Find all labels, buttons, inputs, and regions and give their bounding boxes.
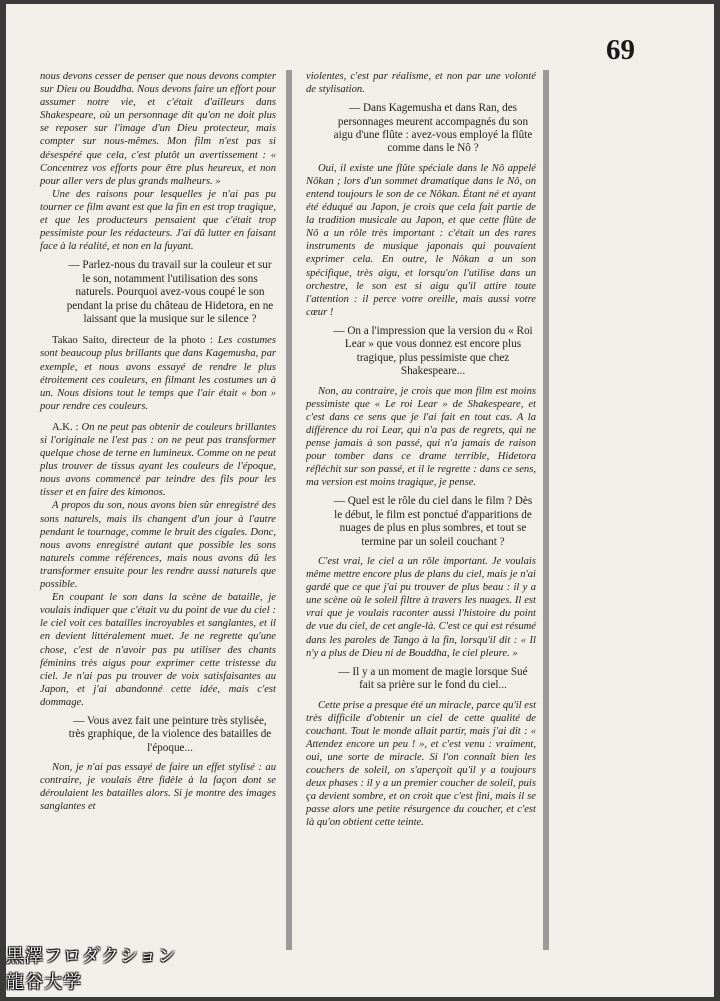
- paragraph-text: C'est vrai, le ciel a un rôle important. Je voulais même mettre encore plus de plans du ciel, mais je n'ai gardé que ce que j'ai pu trouver de plus beau : il y a une scène où le soleil filtre à travers les nuages. Il est vrai que je voulais raconter aussi l'histoire du point de vue du ciel, de cet angle-là. C'est ce qui est résumé dans les paroles de Tango à la fin, lorsqu'il dit : « Il n'y a plus de Dieu ni de Bouddha, le ciel pleure. »: [306, 555, 536, 659]
- paragraph-text: — Parlez-nous du travail sur la couleur et sur le son, notamment l'utilisation des sons naturels. Pourquoi avez-vous coupé le son pendant la prise du château de Hidetora, en ne laissant que la musique sur le silence ?: [66, 259, 274, 325]
- right-column: [306, 70, 536, 829]
- paragraph-text: En coupant le son dans la scène de bataille, je voulais indiquer que c'était vu du point de vue du ciel : le ciel voit ces batailles incroyables et sanglantes, et il en devient littéralement muet. Je ne regrette qu'une chose, c'est de n'avoir pas pu utiliser des chants féminins très aigus pour exprimer cette tristesse du ciel. Je n'ai pas pu trouver de voix satisfaisantes au Japon, et j'ai abandonné cette idée, mais c'est dommage.: [40, 592, 276, 708]
- speaker-label: A.K. :: [52, 421, 79, 433]
- column-rule-right: [543, 70, 549, 950]
- paragraph-text: Cette prise a presque été un miracle, parce qu'il est très difficile d'obtenir un ciel de cette qualité de couchant. Tout le monde allait partir, mais j'ai dit : « Attendez encore un peu ! », et c'est venu : vraiment, oui, une sorte de miracle. Si l'on connaît bien les couchers de soleil, on s'aperçoit qu'il y a toujours deux phases : il y a un premier coucher de soleil, puis ça devient sombre, et on croit que c'est fini, mais il se passe alors une petite résurgence du coucher, et c'est là qu'on obtient cette teinte.: [306, 699, 537, 829]
- answer-paragraph: [40, 591, 276, 709]
- answer-paragraph: [306, 555, 536, 660]
- answer-paragraph: [306, 699, 536, 830]
- paragraph-text: A propos du son, nous avons bien sûr enregistré des sons naturels, mais ils changent d'un jour à l'autre pendant le tournage, comme le bruit des cigales. Donc, nous avons enregistré autant que possible les sons naturels comme références, mais nous avons dû les transformer ensuite pour les rendre aussi naturels que possible.: [40, 500, 276, 591]
- paragraph-text: violentes, c'est par réalisme, et non par une volonté de stylisation.: [306, 71, 536, 96]
- interview-question: [64, 259, 276, 326]
- watermark-line-2: 龍谷大学: [6, 972, 82, 993]
- paragraph-text: — Dans Kagemusha et dans Ran, des personnages meurent accompagnés du son aigu d'une flûte : avez-vous employé la flûte comme dans le Nô ?: [333, 102, 533, 155]
- interview-question: [64, 715, 276, 755]
- paragraph-text: — Quel est le rôle du ciel dans le film ? Dès le début, le film est ponctué d'apparitions de nuages de plus en plus sombres, et tout se termine par un soleil couchant ?: [333, 495, 533, 548]
- answer-paragraph: [40, 499, 276, 591]
- page-number: 69: [606, 34, 635, 66]
- watermark-line-1: 黒澤フロダクション: [6, 946, 177, 967]
- answer-paragraph: [306, 385, 536, 490]
- paragraph-text: nous devons cesser de penser que nous devons compter sur Dieu ou Bouddha. Nous devons faire un effort pour assumer notre vie, et c'était d'ailleurs dans Shakespeare, où un personnage dit qu'on ne doit plus se reposer sur l'image d'un Dieu protecteur, mais compter sur nous-mêmes. Mon film n'est pas si désespéré que cela, c'est plutôt un avertissement : « Concentrez vos efforts pour être plus heureux, et non pour aller vers de plus grands malheurs. »: [40, 71, 276, 187]
- answer-paragraph: [306, 70, 536, 96]
- interview-question: [330, 495, 536, 549]
- interview-question: [330, 102, 536, 156]
- speaker-label: Takao Saito, directeur de la photo :: [52, 335, 213, 347]
- paragraph-text: Une des raisons pour lesquelles je n'ai pas pu tourner ce film avant est que la fin en est trop tragique, et que les producteurs pensaient que c'était trop pessimiste pour les rédacteurs. J'ai dû lutter en faisant face à la réalité, et non en la fuyant.: [40, 188, 276, 253]
- paragraph-text: Oui, il existe une flûte spéciale dans le Nô appelé Nôkan ; lors d'un sommet dramatique dans le Nô, on entend toujours le son de ce Nôkan. Étant né et ayant été éduqué au Japon, je crois que cela fait partie de la tradition musicale au Japon, et que cette flûte de Nô a un rôle très important : c'était un des rares instruments de musique japonais qui pouvaient exprimer cela. En outre, le Nôkan a un son spécifique, très aigu, et lorsqu'on l'utilise dans un orchestre, le son est si aigu qu'il attire toute l'attention : il perce votre oreille, mais aussi votre cœur !: [306, 162, 536, 318]
- paragraph-text: — Vous avez fait une peinture très stylisée, très graphique, de la violence des batailles de l'époque...: [68, 714, 272, 754]
- answer-paragraph: [40, 334, 276, 413]
- watermark: [6, 944, 177, 996]
- left-column: [40, 70, 276, 814]
- column-rule-left: [286, 70, 292, 950]
- paragraph-text: — On a l'impression que la version du « Roi Lear » que vous donnez est encore plus tragique, plus pessimiste que chez Shakespeare...: [333, 324, 533, 378]
- paragraph-text: Non, au contraire, je crois que mon film est moins pessimiste que « Le roi Lear » de Shakespeare, et c'est dans ce sens que je l'ai fait en tout cas. A la différence du roi Lear, qui n'a pas de regrets, qui ne pense jamais à son passé, qui n'a jamais de raison pour tomber dans ce drame terrible, Hidetora réfléchit sur son passé, et il le regrette : dans ce sens, ma version est moins tragique, je pense.: [306, 385, 536, 489]
- answer-paragraph: [306, 162, 536, 319]
- paragraph-text: Les costumes sont beaucoup plus brillants que dans Kagemusha, par exemple, et nous avons essayé de rendre le plus étroitement ces couleurs, en filmant les costumes un à un. Nous disions tout le temps que l'air était « bon » pour rendre ces couleurs.: [40, 335, 277, 412]
- answer-paragraph: [40, 761, 276, 813]
- paragraph-text: Non, je n'ai pas essayé de faire un effet stylisé : au contraire, je voulais être fidèle à la façon dont se déroulaient les batailles alors. Si je montre des images sanglantes et: [40, 762, 276, 813]
- paragraph-text: — Il y a un moment de magie lorsque Sué fait sa prière sur le fond du ciel...: [338, 665, 528, 692]
- document-page: [6, 4, 714, 997]
- answer-paragraph: [40, 421, 276, 500]
- answer-paragraph: [40, 188, 276, 253]
- paragraph-text: On ne peut pas obtenir de couleurs brillantes si l'originale ne l'est pas : on ne peut pas transformer quelque chose de terne en lumineux. Comme on ne peut plus trouver de tissus ayant les couleurs de l'époque, nous avons commencé par teindre des fils pour les tisser et en faire des kimonos.: [40, 421, 276, 499]
- answer-paragraph: [40, 70, 276, 188]
- interview-question: [330, 666, 536, 693]
- interview-question: [330, 325, 536, 379]
